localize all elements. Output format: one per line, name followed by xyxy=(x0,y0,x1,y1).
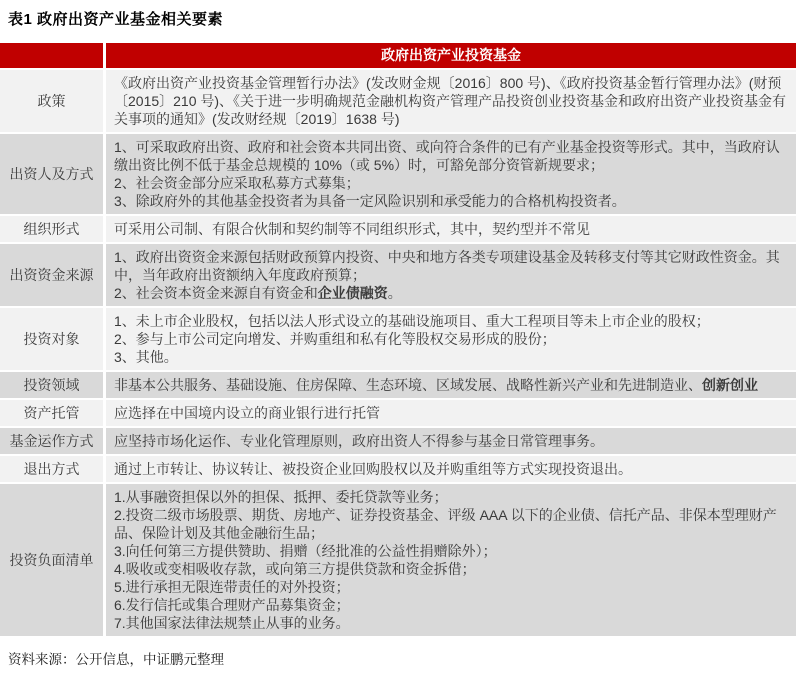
table-row xyxy=(0,70,796,132)
row-label: 政策 xyxy=(0,70,103,132)
row-content xyxy=(106,484,796,636)
content-line: 3、除政府外的其他基金投资者为具备一定风险识别和承受能力的合格机构投资者。 xyxy=(114,193,626,209)
table-row xyxy=(0,428,796,454)
content-line: 1、可采取政府出资、政府和社会资本共同出资、或向符合条件的已有产业基金投资等形式。其中，当政府认缴出资比例不低于基金总规模的 10%（或 5%）时，可豁免部分资管新规要求； xyxy=(114,139,780,173)
content-line: 应坚持市场化运作、专业化管理原则，政府出资人不得参与基金日常管理事务。 xyxy=(114,433,604,449)
table-title: 表1 政府出资产业基金相关要素 xyxy=(8,11,224,28)
row-label: 出资人及方式 xyxy=(0,134,103,214)
row-content xyxy=(106,244,796,306)
table-row xyxy=(0,308,796,370)
source-note: 资料来源：公开信息，中证鹏元整理 xyxy=(8,652,224,667)
content-line: 1、未上市企业股权，包括以法人形式设立的基础设施项目、重大工程项目等未上市企业的股权； xyxy=(114,313,710,329)
table-header-row xyxy=(0,43,796,68)
content-line: 1.从事融资担保以外的担保、抵押、委托贷款等业务； xyxy=(114,489,448,505)
table-row xyxy=(0,372,796,398)
content-line: 通过上市转让、协议转让、被投资企业回购股权以及并购重组等方式实现投资退出。 xyxy=(114,461,632,477)
table-row xyxy=(0,400,796,426)
row-content xyxy=(106,70,796,132)
content-line: 1、政府出资资金来源包括财政预算内投资、中央和地方各类专项建设基金及转移支付等其它财政性资金。其中，当年政府出资额纳入年度政府预算； xyxy=(114,249,780,283)
table-row xyxy=(0,244,796,306)
row-label: 组织形式 xyxy=(0,216,103,242)
content-line: 4.吸收或变相吸收存款，或向第三方提供贷款和资金拆借； xyxy=(114,561,476,577)
row-content xyxy=(106,308,796,370)
row-label: 投资负面清单 xyxy=(0,484,103,636)
table-row xyxy=(0,456,796,482)
row-content xyxy=(106,372,796,398)
content-line: 可采用公司制、有限合伙制和契约制等不同组织形式，其中，契约型并不常见 xyxy=(114,221,590,237)
row-content xyxy=(106,428,796,454)
row-content xyxy=(106,400,796,426)
content-line: 2、参与上市公司定向增发、并购重组和私有化等股权交易形成的股份； xyxy=(114,331,556,347)
row-content xyxy=(106,134,796,214)
row-content xyxy=(106,216,796,242)
content-line: 6.发行信托或集合理财产品募集资金； xyxy=(114,597,350,613)
row-label: 基金运作方式 xyxy=(0,428,103,454)
header-label-cell xyxy=(0,43,103,68)
content-line: 非基本公共服务、基础设施、住房保障、生态环境、区域发展、战略性新兴产业和先进制造业、创新创业 xyxy=(114,377,758,393)
table-row xyxy=(0,134,796,214)
content-line: 2、社会资金部分应采取私募方式募集； xyxy=(114,175,360,191)
table-row xyxy=(0,484,796,636)
content-line: 应选择在中国境内设立的商业银行进行托管 xyxy=(114,405,380,421)
row-content xyxy=(106,456,796,482)
content-line: 2、社会资本资金来源自有资金和企业债融资。 xyxy=(114,285,402,301)
fund-elements-table xyxy=(0,43,796,636)
row-label: 资产托管 xyxy=(0,400,103,426)
content-line: 3.向任何第三方提供赞助、捐赠（经批准的公益性捐赠除外）； xyxy=(114,543,497,559)
content-line: 《政府出资产业投资基金管理暂行办法》(发改财金规〔2016〕800 号)、《政府投资基金暂行管理办法》(财预〔2015〕210 号)、《关于进一步明确规范金融机构资产管理产品投资创业投资基金和政府出资产业投资基金有关事项的通知》(发改财经规〔2019〕1638 号) xyxy=(114,75,787,127)
table-row xyxy=(0,216,796,242)
table-header-title: 政府出资产业投资基金 xyxy=(106,43,796,68)
content-line: 7.其他国家法律法规禁止从事的业务。 xyxy=(114,615,350,631)
content-line: 2.投资二级市场股票、期货、房地产、证券投资基金、评级 AAA 以下的企业债、信托产品、非保本型理财产品、保险计划及其他金融衍生品； xyxy=(114,507,777,541)
row-label: 投资领域 xyxy=(0,372,103,398)
row-label: 出资资金来源 xyxy=(0,244,103,306)
row-label: 投资对象 xyxy=(0,308,103,370)
content-line: 5.进行承担无限连带责任的对外投资； xyxy=(114,579,350,595)
row-label: 退出方式 xyxy=(0,456,103,482)
content-line: 3、其他。 xyxy=(114,349,178,365)
